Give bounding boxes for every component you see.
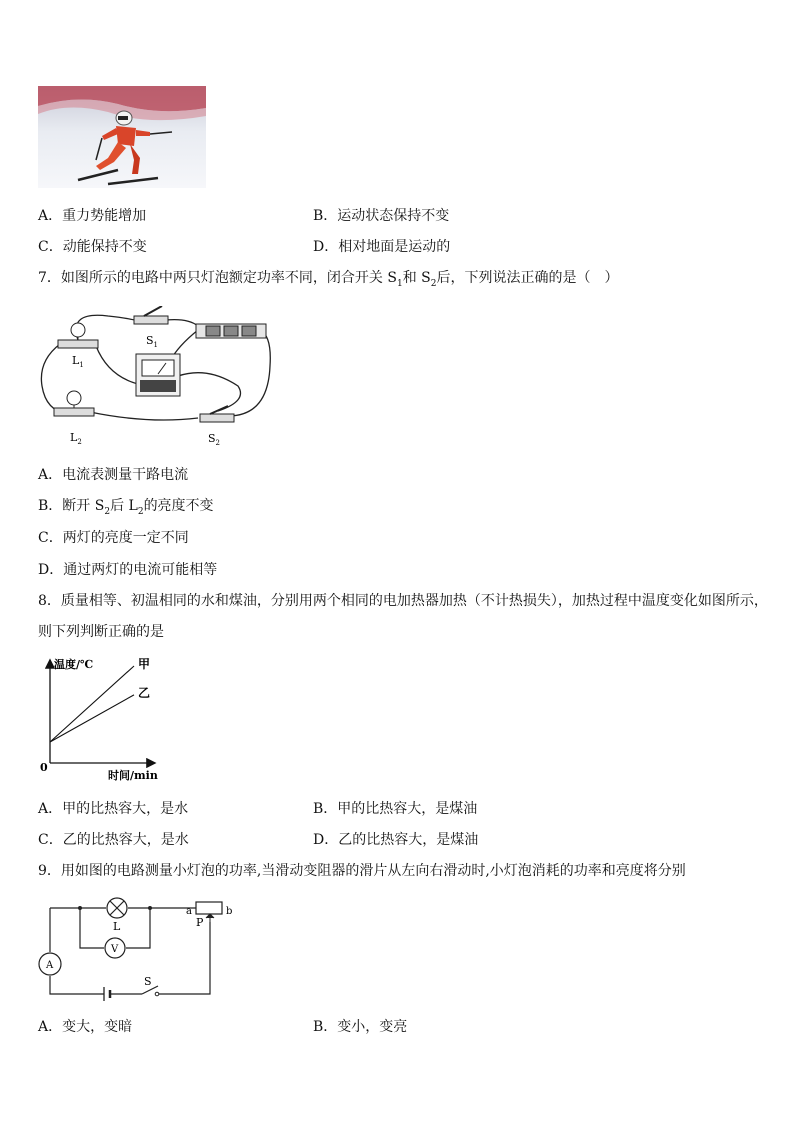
series-line-yi: [50, 695, 134, 742]
q9-stem: 9．用如图的电路测量小灯泡的功率,当滑动变阻器的滑片从左向右滑动时,小灯泡消耗的功率和亮度将分别: [38, 863, 686, 879]
q9-option-b[interactable]: B．变小，变亮: [313, 1019, 408, 1035]
l2-bulb-icon: [54, 391, 94, 416]
label-L: L: [113, 920, 121, 933]
q6-option-a[interactable]: A．重力势能增加: [38, 208, 147, 224]
label-P: P: [196, 916, 204, 929]
q9-option-a[interactable]: A．变大，变暗: [38, 1019, 133, 1035]
q8-option-b[interactable]: B．甲的比热容大，是煤油: [313, 801, 478, 817]
q8-stem-line2: 则下列判断正确的是: [38, 624, 164, 640]
origin-label: 0: [40, 761, 48, 774]
q8-option-c[interactable]: C．乙的比热容大，是水: [38, 832, 189, 848]
battery-box-icon: [196, 324, 266, 338]
skier-photo: [38, 86, 206, 188]
l1-bulb-icon: [58, 323, 98, 348]
q8-temperature-chart: [36, 655, 176, 785]
series-label-yi: 乙: [138, 685, 151, 700]
series-line-jia: [50, 666, 134, 742]
q9-circuit-figure: [36, 894, 246, 1004]
q8-option-d[interactable]: D．乙的比热容大，是煤油: [313, 832, 479, 848]
label-a: a: [186, 906, 192, 917]
q7-option-a[interactable]: A．电流表测量干路电流: [38, 467, 189, 483]
q6-option-b[interactable]: B．运动状态保持不变: [313, 208, 450, 224]
q7-option-d[interactable]: D．通过两灯的电流可能相等: [38, 562, 218, 578]
q8-option-a[interactable]: A．甲的比热容大，是水: [38, 801, 189, 817]
q6-option-c[interactable]: C．动能保持不变: [38, 239, 147, 255]
s2-switch-icon: [200, 406, 234, 422]
q6-option-d[interactable]: D．相对地面是运动的: [313, 239, 451, 255]
battery-icon: [104, 987, 110, 1001]
q8-stem-line1: 8．质量相等、初温相同的水和煤油，分别用两个相同的电加热器加热（不计热损失），加热过程中温度变化如图所示，: [38, 593, 768, 609]
y-axis-label: 温度/℃: [54, 658, 94, 671]
x-axis-label: 时间/min: [108, 769, 158, 782]
label-l2: $L_2$: [70, 431, 82, 446]
q7-stem: 7．如图所示的电路中两只灯泡额定功率不同，闭合开关 $S_1$和 $S_2$后，下列说法正确的是（ ）: [38, 270, 619, 289]
label-A: A: [46, 960, 54, 971]
q7-circuit-figure: [38, 306, 278, 451]
q7-option-b[interactable]: B．断开 $S_2$后 $L_2$的亮度不变: [38, 498, 214, 517]
s1-switch-icon: [134, 306, 168, 324]
label-S: S: [144, 975, 152, 988]
label-s2: $S_2$: [208, 432, 221, 447]
label-b: b: [226, 906, 233, 917]
lamp-icon: [107, 898, 127, 918]
q7-option-c[interactable]: C．两灯的亮度一定不同: [38, 530, 189, 546]
label-l1: $L_1$: [72, 354, 84, 369]
label-s1: $S_1$: [146, 334, 159, 349]
label-V: V: [111, 944, 119, 955]
series-label-jia: 甲: [138, 657, 151, 671]
ammeter-icon: [136, 354, 180, 396]
